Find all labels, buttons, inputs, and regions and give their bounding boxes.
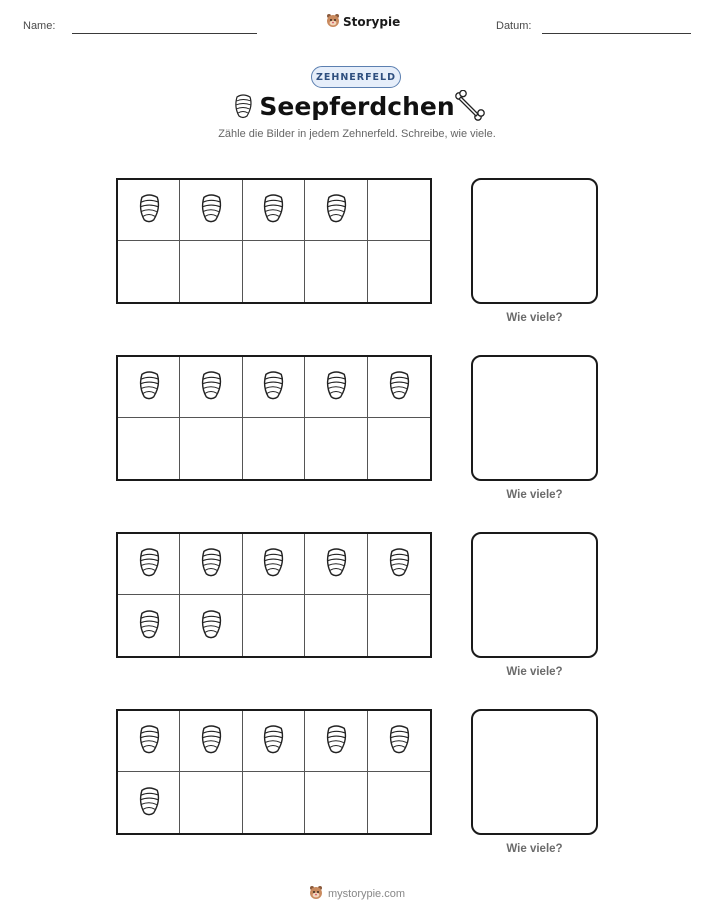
seahorse-icon (198, 722, 224, 760)
seahorse-icon (386, 545, 412, 583)
date-label: Datum: (496, 20, 532, 32)
storypie-logo-icon (309, 885, 323, 903)
exercise-3 (0, 532, 714, 692)
seahorse-icon (386, 368, 412, 406)
ten-frame-cell (243, 357, 305, 418)
seahorse-icon (136, 607, 162, 645)
ten-frame-cell (180, 357, 242, 418)
ten-frame-cell (180, 772, 242, 833)
ten-frame-cell (118, 241, 180, 302)
ten-frame-cell (305, 180, 367, 241)
ten-frame-cell (180, 534, 242, 595)
bone-icon (453, 90, 485, 126)
date-line[interactable] (542, 33, 691, 34)
seahorse-icon (136, 722, 162, 760)
seahorse-icon (260, 722, 286, 760)
ten-frame-cell (243, 241, 305, 302)
seahorse-icon (260, 191, 286, 229)
footer-url: mystorypie.com (327, 888, 406, 900)
answer-label: Wie viele? (506, 489, 563, 501)
ten-frame-cell (305, 534, 367, 595)
exercise-4 (0, 709, 714, 869)
instructions: Zähle die Bilder in jedem Zehnerfeld. Schreibe, wie viele. (218, 128, 496, 140)
ten-frame-cell (243, 180, 305, 241)
ten-frame (116, 709, 432, 835)
seahorse-icon (323, 368, 349, 406)
ten-frame-cell (118, 180, 180, 241)
ten-frame-cell (243, 711, 305, 772)
ten-frame-cell (118, 711, 180, 772)
answer-box[interactable] (471, 709, 598, 835)
storypie-logo-icon (326, 13, 340, 31)
seahorse-icon (260, 545, 286, 583)
seahorse-icon (323, 722, 349, 760)
ten-frame-cell (305, 418, 367, 479)
ten-frame-cell (305, 711, 367, 772)
page-header (0, 0, 714, 60)
answer-label: Wie viele? (506, 666, 563, 678)
ten-frame-cell (118, 772, 180, 833)
answer-box[interactable] (471, 355, 598, 481)
ten-frame-cell (243, 772, 305, 833)
ten-frame-cell (180, 595, 242, 656)
brand-name: Storypie (343, 15, 401, 29)
exercise-2 (0, 355, 714, 515)
seahorse-icon (136, 545, 162, 583)
answer-box[interactable] (471, 178, 598, 304)
name-label: Name: (23, 20, 56, 32)
ten-frame-cell (180, 711, 242, 772)
answer-label: Wie viele? (506, 312, 563, 324)
ten-frame (116, 178, 432, 304)
page-footer (0, 885, 714, 903)
ten-frame-cell (180, 241, 242, 302)
ten-frame-cell (243, 418, 305, 479)
ten-frame-cell (368, 595, 430, 656)
name-line[interactable] (72, 33, 257, 34)
answer-label: Wie viele? (506, 843, 563, 855)
ten-frame-cell (305, 772, 367, 833)
seahorse-icon (198, 607, 224, 645)
ten-frame-cell (305, 241, 367, 302)
answer-box[interactable] (471, 532, 598, 658)
ten-frame-cell (118, 534, 180, 595)
ten-frame-cell (118, 418, 180, 479)
ten-frame-cell (180, 180, 242, 241)
worksheet-badge: ZEHNERFELD (311, 66, 401, 88)
ten-frame-cell (368, 357, 430, 418)
seahorse-icon (323, 191, 349, 229)
exercise-1 (0, 178, 714, 338)
ten-frame-cell (243, 595, 305, 656)
ten-frame-cell (180, 418, 242, 479)
ten-frame-cell (368, 241, 430, 302)
ten-frame-cell (368, 180, 430, 241)
seahorse-icon (198, 545, 224, 583)
seahorse-icon (136, 784, 162, 822)
ten-frame-cell (368, 711, 430, 772)
ten-frame-cell (118, 595, 180, 656)
seahorse-icon (198, 191, 224, 229)
seahorse-icon (136, 191, 162, 229)
ten-frame-cell (243, 534, 305, 595)
seahorse-icon (198, 368, 224, 406)
seahorse-icon (136, 368, 162, 406)
ten-frame-cell (368, 534, 430, 595)
brand-logo (326, 13, 400, 31)
seahorse-icon (386, 722, 412, 760)
seahorse-icon (260, 368, 286, 406)
page-title: Seepferdchen (259, 92, 455, 121)
ten-frame-cell (305, 595, 367, 656)
ten-frame-cell (368, 772, 430, 833)
ten-frame (116, 532, 432, 658)
ten-frame-cell (368, 418, 430, 479)
ten-frame (116, 355, 432, 481)
ten-frame-cell (118, 357, 180, 418)
seahorse-icon (323, 545, 349, 583)
ten-frame-cell (305, 357, 367, 418)
